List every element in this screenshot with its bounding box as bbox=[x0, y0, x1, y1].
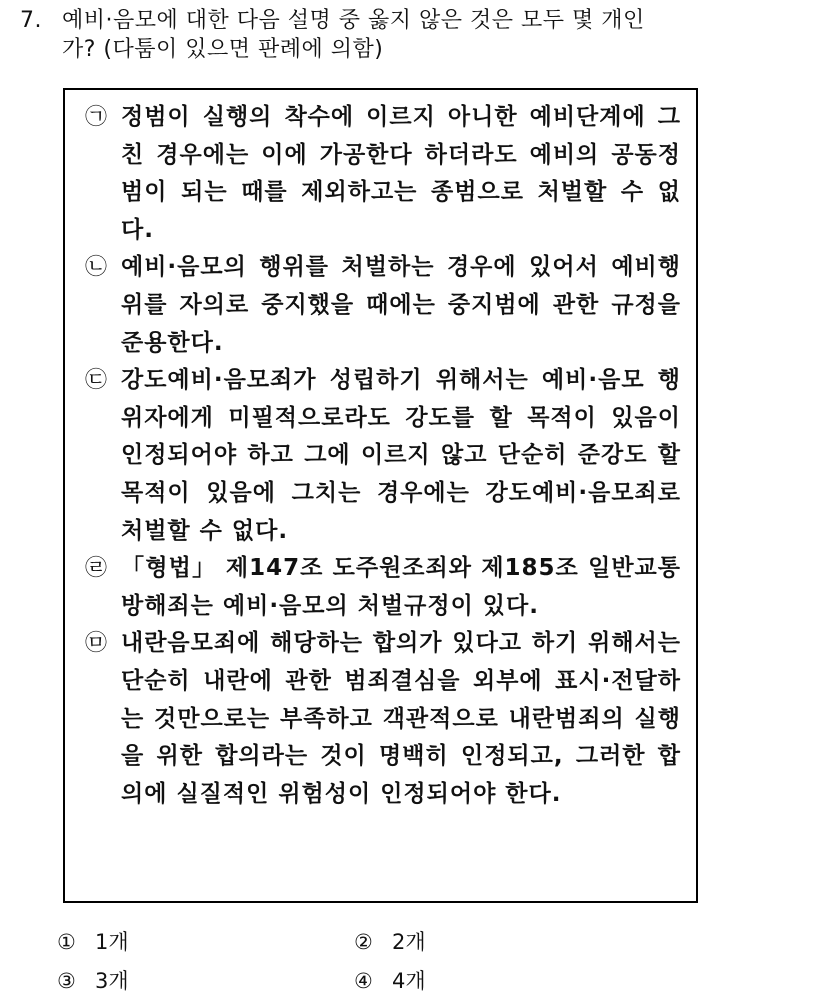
question-text-line-2: 가? (다툼이 있으면 판례에 의함) bbox=[62, 37, 384, 62]
question-text-line-1: 예비·음모에 대한 다음 설명 중 옳지 않은 것은 모두 몇 개인 bbox=[62, 8, 645, 33]
answer-option-3[interactable] bbox=[57, 961, 129, 1001]
statement-text-d: 「형법」 제147조 도주원조죄와 제185조 일반교통방해죄는 예비·음모의 처벌규정이 있다. bbox=[121, 555, 681, 619]
statement-item-d bbox=[85, 550, 681, 625]
option-marker-1: ① bbox=[57, 930, 76, 954]
answer-option-4[interactable] bbox=[354, 961, 426, 1001]
question-number: 7. bbox=[20, 8, 42, 33]
option-label-4: 4개 bbox=[392, 969, 426, 993]
statement-text-b: 예비·음모의 행위를 처벌하는 경우에 있어서 예비행위를 자의로 중지했을 때에는 중지범에 관한 규정을 준용한다. bbox=[121, 254, 681, 356]
option-label-2: 2개 bbox=[392, 930, 426, 954]
statement-item-c bbox=[85, 362, 681, 550]
option-marker-4: ④ bbox=[354, 969, 373, 993]
statement-item-e bbox=[85, 625, 681, 813]
statement-text-a: 정범이 실행의 착수에 이르지 아니한 예비단계에 그친 경우에는 이에 가공한다 하더라도 예비의 공동정범이 되는 때를 제외하고는 종범으로 처벌할 수 없다. bbox=[121, 104, 681, 243]
statement-list bbox=[85, 99, 681, 813]
option-marker-3: ③ bbox=[57, 969, 76, 993]
statement-box bbox=[63, 88, 698, 903]
statement-text-e: 내란음모죄에 해당하는 합의가 있다고 하기 위해서는 단순히 내란에 관한 범죄결심을 외부에 표시·전달하는 것만으로는 부족하고 객관적으로 내란범죄의 실행을 위한 합의라는 것이 명백히 인정되고, 그러한 합의에 실질적인 위험성이 인정되어야 한다. bbox=[121, 630, 681, 807]
statement-marker-a: ㉠ bbox=[85, 105, 109, 130]
statement-marker-c: ㉢ bbox=[85, 368, 109, 394]
statement-text-c: 강도예비·음모죄가 성립하기 위해서는 예비·음모 행위자에게 미필적으로라도 강도를 할 목적이 있음이 인정되어야 하고 그에 이르지 않고 단순히 준강도 할 목적이 있음에 그치는 경우에는 강도예비·음모죄로 처벌할 수 없다. bbox=[121, 367, 681, 544]
statement-item-a bbox=[85, 99, 681, 249]
option-label-3: 3개 bbox=[95, 969, 129, 993]
statement-marker-e: ㉤ bbox=[85, 631, 109, 657]
statement-marker-d: ㉣ bbox=[85, 556, 109, 582]
option-label-1: 1개 bbox=[95, 930, 129, 954]
statement-marker-b: ㉡ bbox=[85, 255, 109, 281]
question-stem bbox=[20, 6, 810, 64]
answer-option-2[interactable] bbox=[354, 922, 426, 962]
option-marker-2: ② bbox=[354, 930, 373, 954]
question-line-1 bbox=[20, 6, 810, 35]
answer-option-1[interactable] bbox=[57, 922, 129, 962]
statement-item-b bbox=[85, 249, 681, 362]
